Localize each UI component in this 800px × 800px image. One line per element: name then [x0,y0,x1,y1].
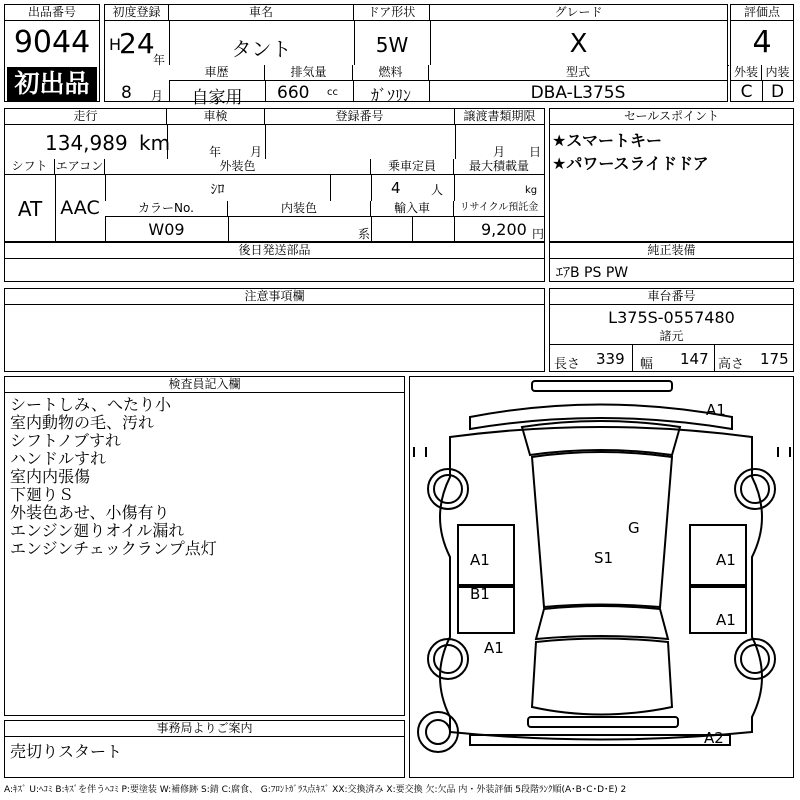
mark-a2: A2 [704,729,724,747]
width-value: 147 [680,350,709,368]
equipment-value: ｴｱB PS PW [556,265,629,281]
aircon-label: エアコン [55,159,104,173]
displacement-unit: cc [327,87,338,98]
inspector-note: シフトノブすれ [10,431,122,450]
hood-outline [470,405,732,430]
transfer-label: 譲渡書類期限 [455,109,544,125]
door-label: ドア形状 [354,5,430,21]
score-label: 評価点 [731,5,793,21]
inspection-label: 車検 [167,109,265,125]
height-value: 175 [760,350,789,368]
color-no-value: W09 [148,220,185,239]
mileage-unit: km [139,131,171,155]
equipment-box [549,242,794,282]
inspection-year: 年 [209,145,222,159]
length-value: 339 [596,350,625,368]
history-value: 自家用 [191,88,243,108]
right-front-wheel-inner [741,475,769,503]
recycle-unit: 円 [532,227,545,241]
inspector-note: エンジン廻りオイル漏れ [10,521,185,540]
car-name-label: 車名 [169,5,354,21]
exterior-color-label: 外装色 [105,159,371,175]
displacement-label: 排気量 [265,65,353,81]
chassis-label: 車台番号 [550,289,793,305]
inspector-note: 外装色あせ、小傷有り [10,503,170,522]
sales-point-item: ★スマートキー [552,131,663,150]
lot-number-value: 9044 [13,25,91,60]
shift-label: シフト [5,159,55,175]
office-notice-value: 売切りスタート [10,742,123,761]
length-label: 長さ [554,357,581,372]
lot-number-cell [4,4,100,102]
grade-label: グレード [430,5,727,21]
transfer-day: 日 [529,145,542,159]
mark-a1-right-rear: A1 [716,611,736,629]
office-notice-label: 事務局よりご案内 [5,721,404,737]
car-diagram [410,377,793,777]
mark-s1: S1 [594,549,614,567]
legend-line: A:ｷｽﾞ U:ﾍｺﾐ B:ｷｽﾞを伴うﾍｺﾐ P:要塗装 W:補修跡 S:錆 C:腐食、 G:ﾌﾛﾝﾄｶﾞﾗｽ点ｷｽﾞ XX:交換済み X:要交換 欠:欠品 内・外装評価 5段階ﾗﾝｸ順(A･B･C･D･E) 2 [4,785,627,795]
office-notice-box [4,720,405,778]
inspector-note: シートしみ、へたり小 [10,395,171,414]
displacement-value: 660 [277,83,310,103]
interior-color-unit: 系 [358,227,371,241]
mark-a1-right-front: A1 [716,551,736,569]
shift-value: AT [17,197,43,221]
header-block [4,4,794,108]
spare-tire-inner [426,720,450,744]
color-no-label: カラーNo. [105,201,228,217]
inspector-note: 下廻りＳ [10,485,75,504]
grade-value: X [569,29,588,59]
interior-label: 内装 [762,65,793,81]
inspector-notes-box [4,376,405,716]
history-label: 車歴 [169,65,265,81]
fuel-value: ｶﾞｿﾘﾝ [370,86,411,105]
chassis-box [549,288,794,372]
later-parts-label: 後日発送部品 [5,243,544,259]
reg-number-label: 登録番号 [265,109,455,125]
mark-b1: B1 [470,585,490,603]
rear-bumper-shape [528,717,678,727]
top-row [104,4,728,108]
inspector-note: ハンドルすれ [10,449,107,468]
recycle-value: 9,200 [481,220,527,239]
car-name-value: タント [231,37,292,61]
reg-year: 24 [119,27,155,60]
inspector-notes-list [10,396,217,558]
inspector-notes-label: 検査員記入欄 [5,377,404,393]
body-outline [440,427,762,740]
equipment-label: 純正装備 [550,243,793,259]
notes-box [4,288,545,372]
reg-month: 8 [121,83,132,103]
chassis-value: L375S-0557480 [608,308,735,327]
max-load-label: 最大積載量 [454,159,544,175]
rear-hatch-outline [532,639,672,715]
mileage-label: 走行 [5,109,167,125]
score-value: 4 [752,25,772,60]
lot-number-label: 出品番号 [5,5,99,21]
later-parts-box [4,242,545,282]
width-label: 幅 [640,357,654,372]
inspection-month: 月 [250,145,263,159]
mileage-value: 134,989 [45,131,128,155]
dims-label: 諸元 [550,329,793,345]
reg-year-unit: 年 [153,53,166,67]
seats-unit: 人 [431,183,444,197]
mark-a1-rear-left: A1 [484,639,504,657]
height-label: 高さ [718,357,745,372]
interior-value: D [770,82,785,102]
exterior-color-value: ｼﾛ [210,182,225,198]
door-value: 5W [375,33,409,57]
sales-points-label: セールスポイント [550,109,793,125]
sales-point-item: ★パワースライドドア [552,154,709,173]
exterior-value: C [740,82,753,102]
front-bumper-shape [532,381,672,391]
right-mirror-shape [778,447,790,457]
sales-points-box [549,108,794,242]
score-cell [730,4,794,102]
model-label: 型式 [429,65,727,81]
inspector-note: 室内内張傷 [10,467,91,486]
first-reg-label: 初度登録 [105,5,169,21]
vehicle-info-table [4,108,545,242]
recycle-label: リサイクル預託金 [454,201,544,217]
left-rear-wheel-inner [434,645,462,673]
interior-color-label: 内装色 [228,201,371,217]
mark-a1-front: A1 [706,401,726,419]
inspector-note: 室内動物の毛、汚れ [10,413,155,432]
sales-points-list [552,129,709,175]
fuel-label: 燃料 [353,65,429,81]
notes-label: 注意事項欄 [5,289,544,305]
aircon-value: AAC [60,197,100,219]
rear-window-outline [536,606,668,639]
seats-label: 乗車定員 [371,159,454,175]
seats-value: 4 [391,179,401,197]
mark-g: G [628,519,640,537]
max-load-unit: kg [525,185,538,196]
first-listing-badge: 初出品 [7,67,97,101]
reg-month-unit: 月 [151,89,164,103]
reg-era: H [109,35,122,54]
exterior-label: 外装 [731,65,762,81]
transfer-month: 月 [493,145,506,159]
right-rear-wheel-inner [741,645,769,673]
roof-outline [532,452,672,607]
inspector-note: エンジンチェックランプ点灯 [10,539,217,558]
left-mirror-shape [414,447,426,457]
mark-a1-left: A1 [470,551,490,569]
import-label: 輸入車 [371,201,454,217]
model-value: DBA-L375S [530,83,626,103]
car-diagram-box [409,376,794,778]
